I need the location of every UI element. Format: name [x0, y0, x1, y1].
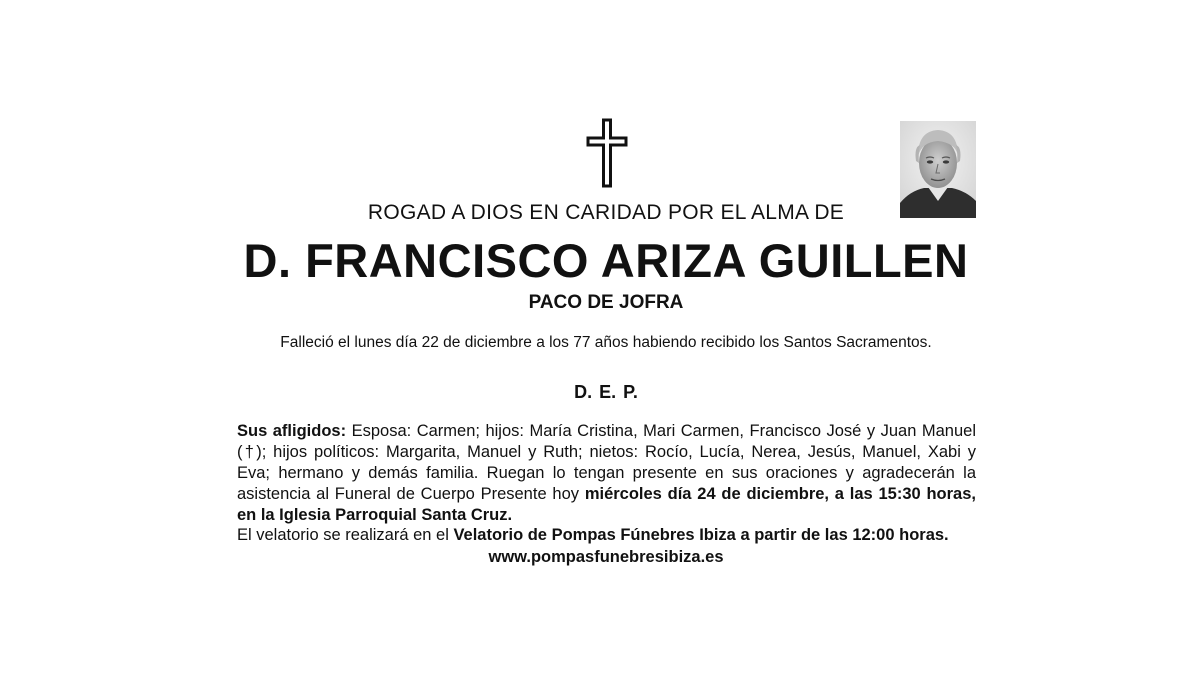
nickname: PACO DE JOFRA — [528, 292, 684, 313]
dep-abbreviation: D. E. P. — [574, 382, 638, 402]
wake-paragraph — [237, 525, 997, 546]
website-link[interactable]: www.pompasfunebresibiza.es — [488, 548, 724, 566]
death-notice: Falleció el lunes día 22 de diciembre a los 77 años habiendo recibido los Santos Sacramentos. — [280, 334, 932, 351]
funeral-details: miércoles día 24 de diciembre, a las 15:30 horas, en la Iglesia Parroquial Santa Cruz. — [237, 485, 976, 524]
mourners-text: Esposa: Carmen; hijos: María Cristina, Mari Carmen, Francisco José y Juan Manuel (†); hijos políticos: Margarita, Manuel y Ruth; nietos: Rocío, Lucía, Nerea, Jesús, Manuel, Xabi y Eva; hermano y demás familia. Ruegan lo tengan presente en sus oraciones y agradecerán la asistencia al Funeral de Cuerpo Presente hoy — [237, 422, 976, 503]
latin-cross-icon — [586, 118, 628, 188]
mourners-label: Sus afligidos: — [237, 422, 347, 440]
deceased-name: D. FRANCISCO ARIZA GUILLEN — [243, 234, 969, 287]
mourners-paragraph — [237, 421, 976, 526]
wake-text: El velatorio se realizará en el — [237, 526, 454, 544]
intro-text: ROGAD A DIOS EN CARIDAD POR EL ALMA DE — [367, 201, 845, 224]
wake-details: Velatorio de Pompas Fúnebres Ibiza a partir de las 12:00 horas. — [453, 526, 949, 544]
